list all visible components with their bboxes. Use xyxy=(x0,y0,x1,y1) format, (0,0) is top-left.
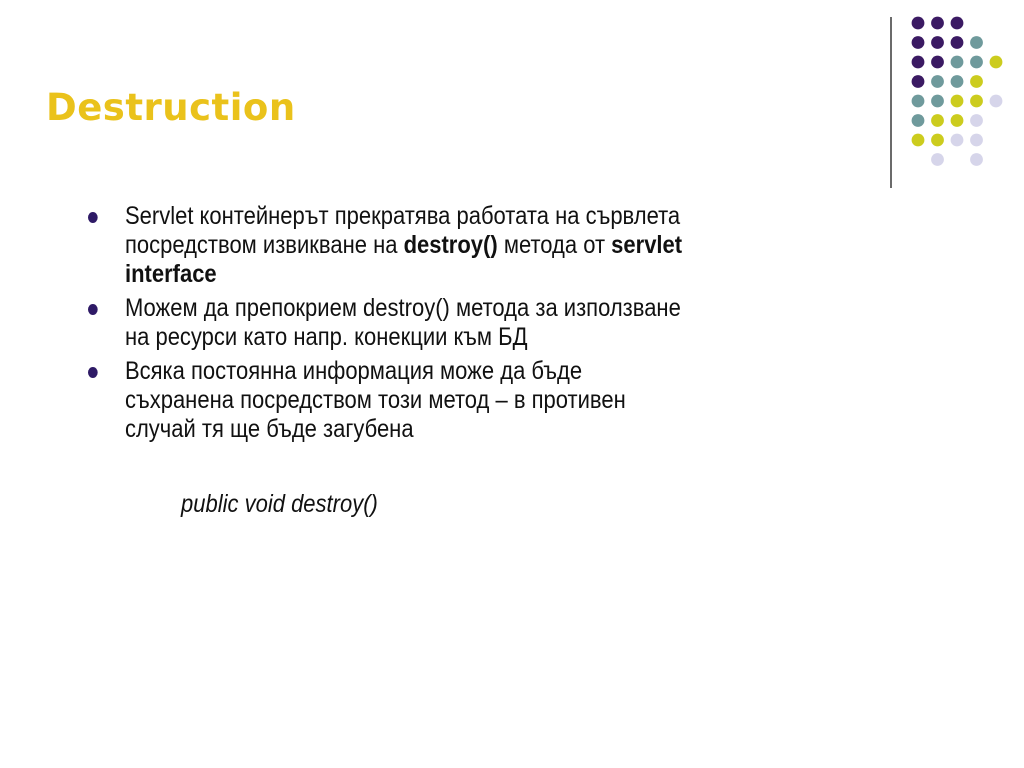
decorative-dot xyxy=(912,17,925,30)
bullet-dot-icon xyxy=(88,304,98,315)
bullet-text: Servlet контейнерът прекратява работата на сървлета посредством извикване на xyxy=(124,202,681,259)
decorative-dot xyxy=(970,95,983,108)
bullet-item xyxy=(88,294,695,352)
decorative-dot xyxy=(951,95,964,108)
decorative-dot xyxy=(970,134,983,147)
bullet-text: Всяка постоянна информация може да бъде съхранена посредством този метод – в противен случай тя ще бъде загубена xyxy=(124,357,626,443)
bullet-text: Можем да препокрием destroy() метода за използване на ресурси като напр. конекции към БД xyxy=(124,294,681,351)
decorative-dot xyxy=(970,75,983,88)
bullet-dot-icon xyxy=(88,367,98,378)
bullet-text-bold: destroy() xyxy=(403,231,498,259)
decorative-dot xyxy=(931,134,944,147)
decorative-dot xyxy=(951,56,964,69)
decorative-dot xyxy=(970,56,983,69)
decorative-dot xyxy=(951,36,964,49)
slide-title: Destruction xyxy=(46,86,296,129)
decorative-dot xyxy=(931,36,944,49)
decorative-dot xyxy=(931,153,944,166)
decorative-dot xyxy=(951,75,964,88)
vertical-divider xyxy=(890,17,892,188)
decorative-dot xyxy=(990,56,1003,69)
decorative-dot xyxy=(912,56,925,69)
decorative-dot xyxy=(951,134,964,147)
decorative-dot xyxy=(931,114,944,127)
code-signature: public void destroy() xyxy=(181,490,378,518)
decorative-dot xyxy=(951,114,964,127)
decorative-dot xyxy=(912,134,925,147)
decorative-dot xyxy=(912,114,925,127)
decorative-dot xyxy=(970,114,983,127)
decorative-dot xyxy=(931,56,944,69)
decorative-dot xyxy=(990,95,1003,108)
bullet-item xyxy=(88,357,695,444)
decorative-dot xyxy=(931,95,944,108)
decorative-dot xyxy=(912,95,925,108)
bullet-dot-icon xyxy=(88,212,98,223)
decorative-dot xyxy=(931,17,944,30)
decorative-dot-grid xyxy=(0,0,1024,200)
decorative-dot xyxy=(951,17,964,30)
decorative-dot xyxy=(912,75,925,88)
bullet-text-bold: servlet interface xyxy=(124,231,683,288)
bullet-item xyxy=(88,202,695,289)
decorative-dot xyxy=(970,153,983,166)
decorative-dot xyxy=(970,36,983,49)
bullet-text: метода от xyxy=(497,231,612,259)
decorative-dot xyxy=(931,75,944,88)
bullet-list xyxy=(88,202,695,449)
decorative-dot xyxy=(912,36,925,49)
